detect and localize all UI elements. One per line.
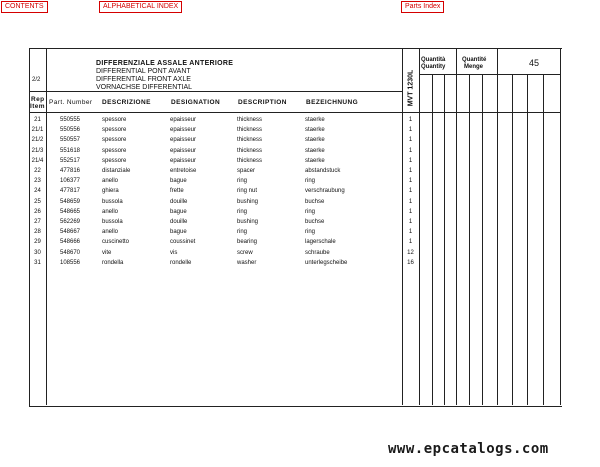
rule-col	[497, 48, 498, 405]
col-description: DESCRIPTION	[238, 99, 287, 106]
description-cell: ring nut	[237, 188, 258, 195]
bezeichnung-cell: ring	[305, 208, 316, 215]
description-cell: ring	[237, 178, 248, 185]
quantity-cell: 1	[408, 117, 413, 123]
qty-label-de: Menge	[464, 64, 484, 70]
part-number-cell: 106377	[60, 178, 81, 185]
rep-cell: 28	[34, 229, 41, 236]
part-number-cell: 548665	[60, 208, 81, 215]
rep-cell: 27	[34, 219, 41, 225]
part-number-cell: 550556	[60, 127, 81, 134]
rep-cell: 31	[34, 259, 41, 266]
title-fr: DIFFERENTIAL PONT AVANT	[96, 68, 191, 75]
rule-col	[456, 48, 457, 405]
contents-link[interactable]: CONTENTS	[1, 1, 48, 13]
quantity-cell: 1	[408, 229, 413, 236]
designation-cell: douille	[170, 219, 188, 225]
descrizione-cell: spessore	[102, 127, 127, 134]
rule-qty-header	[419, 74, 560, 75]
description-cell: screw	[237, 249, 253, 256]
part-number-cell: 548667	[60, 229, 81, 236]
descrizione-cell: bussola	[102, 219, 123, 225]
rep-cell: 21/4	[31, 157, 44, 164]
description-cell: thickness	[237, 117, 263, 123]
quantity-cell: 12	[407, 249, 414, 256]
quantity-cell: 16	[407, 259, 414, 266]
designation-cell: douille	[170, 198, 188, 205]
description-cell: thickness	[237, 147, 263, 154]
col-item: Item	[30, 103, 45, 110]
description-cell: thickness	[237, 157, 263, 164]
descrizione-cell: anello	[102, 229, 119, 236]
col-part-number: Part. Number	[49, 99, 93, 106]
title-de: VORNACHSE DIFFERENTIAL	[96, 84, 193, 91]
quantity-cell: 1	[408, 208, 413, 215]
bezeichnung-cell: ring	[305, 178, 316, 185]
quantity-cell: 1	[408, 239, 413, 246]
description-cell: thickness	[237, 137, 263, 144]
part-number-cell: 548659	[60, 198, 81, 205]
col-bezeichnung: BEZEICHNUNG	[306, 99, 359, 106]
designation-cell: bague	[170, 229, 187, 236]
descrizione-cell: bussola	[102, 198, 123, 205]
part-number-cell: 477816	[60, 168, 81, 174]
description-cell: ring	[237, 208, 248, 215]
designation-cell: epaisseur	[170, 157, 197, 164]
bezeichnung-cell: buchse	[305, 219, 325, 225]
description-cell: washer	[237, 259, 257, 266]
part-number-cell: 477817	[60, 188, 81, 195]
designation-cell: epaisseur	[170, 137, 197, 144]
descrizione-cell: distanziale	[102, 168, 131, 174]
rule-col	[444, 74, 445, 405]
descrizione-cell: spessore	[102, 137, 127, 144]
part-number-cell: 562269	[60, 219, 81, 225]
descrizione-cell: rondella	[102, 259, 124, 266]
col-rep: Rep	[31, 96, 45, 103]
part-number-cell: 548670	[60, 249, 81, 256]
rule-qty1	[419, 48, 420, 405]
rule-title-bottom	[29, 91, 402, 92]
description-cell: ring	[237, 229, 248, 236]
bezeichnung-cell: verschraubung	[305, 188, 345, 195]
rule-col	[527, 74, 528, 405]
bezeichnung-cell: staerke	[305, 147, 325, 154]
rule-right	[560, 48, 561, 405]
parts-index-link[interactable]: Parts Index	[401, 1, 444, 13]
designation-cell: epaisseur	[170, 147, 197, 154]
rep-cell: 22	[34, 168, 41, 174]
quantity-cell: 1	[408, 219, 413, 225]
designation-cell: frette	[170, 188, 184, 195]
page-number: 45	[529, 58, 540, 68]
descrizione-cell: anello	[102, 208, 119, 215]
alphabetical-index-link[interactable]: ALPHABETICAL INDEX	[99, 1, 182, 13]
part-number-cell: 550557	[60, 137, 81, 144]
description-cell: bushing	[237, 219, 259, 225]
description-cell: spacer	[237, 168, 256, 174]
quantity-cell: 1	[408, 168, 413, 174]
descrizione-cell: anello	[102, 178, 119, 185]
part-number-cell: 550555	[60, 117, 81, 123]
quantity-cell: 1	[408, 178, 413, 185]
rule-desc-end	[402, 48, 403, 405]
bezeichnung-cell: buchse	[305, 198, 325, 205]
part-number-cell: 108556	[60, 259, 81, 266]
designation-cell: bague	[170, 208, 187, 215]
bezeichnung-cell: unterlegscheibe	[305, 259, 348, 266]
rep-cell: 21/1	[31, 127, 44, 134]
quantity-cell: 1	[408, 137, 413, 144]
rep-cell: 25	[34, 198, 41, 205]
rep-cell: 26	[34, 208, 41, 215]
qty-label-fr: Quantité	[462, 57, 487, 63]
quantity-cell: 1	[408, 147, 413, 154]
rule-col	[432, 74, 433, 405]
designation-cell: entretoise	[170, 168, 197, 174]
quantity-cell: 1	[408, 188, 413, 195]
qty-label-en: Quantity	[421, 64, 446, 70]
rep-cell: 21/3	[31, 147, 44, 154]
rule-col	[543, 74, 544, 405]
bezeichnung-cell: staerke	[305, 127, 325, 134]
page-ref: 2/2	[32, 77, 41, 83]
rep-cell: 23	[34, 178, 41, 185]
designation-cell: coussinet	[170, 239, 196, 246]
quantity-cell: 1	[408, 198, 413, 205]
description-cell: bearing	[237, 239, 258, 246]
rule-col	[469, 74, 470, 405]
qty-label-it: Quantità	[421, 57, 446, 63]
model-text: MVT 1230L	[407, 69, 415, 107]
descrizione-cell: vite	[102, 249, 112, 256]
rule-col	[482, 74, 483, 405]
bezeichnung-cell: staerke	[305, 157, 325, 164]
description-cell: thickness	[237, 127, 263, 134]
designation-cell: epaisseur	[170, 117, 197, 123]
bezeichnung-cell: staerke	[305, 137, 325, 144]
model-label	[405, 68, 417, 108]
descrizione-cell: spessore	[102, 117, 127, 123]
rule-col	[512, 74, 513, 405]
col-designation: DESIGNATION	[171, 99, 221, 106]
quantity-cell: 1	[408, 127, 413, 134]
part-number-cell: 552517	[60, 157, 81, 164]
part-number-cell: 551618	[60, 147, 81, 154]
designation-cell: bague	[170, 178, 187, 185]
bezeichnung-cell: abstandstuck	[305, 168, 341, 174]
descrizione-cell: spessore	[102, 147, 127, 154]
description-cell: bushing	[237, 198, 259, 205]
bezeichnung-cell: staerke	[305, 117, 325, 123]
designation-cell: rondelle	[170, 259, 192, 266]
descrizione-cell: ghiera	[102, 188, 119, 195]
rule-rep	[46, 48, 47, 405]
col-descrizione: DESCRIZIONE	[102, 99, 151, 106]
rep-cell: 21/2	[31, 137, 44, 144]
rep-cell: 30	[34, 249, 41, 256]
title-it: DIFFERENZIALE ASSALE ANTERIORE	[96, 60, 234, 67]
designation-cell: epaisseur	[170, 127, 197, 134]
rep-cell: 29	[34, 239, 41, 246]
descrizione-cell: spessore	[102, 157, 127, 164]
part-number-cell: 548666	[60, 239, 81, 246]
watermark: www.epcatalogs.com	[388, 441, 549, 457]
bezeichnung-cell: lagerschale	[305, 239, 336, 246]
designation-cell: vis	[170, 249, 178, 256]
quantity-cell: 1	[408, 157, 413, 164]
rule-header-bottom	[29, 112, 560, 113]
rep-cell: 21	[34, 117, 41, 123]
title-en: DIFFERENTIAL FRONT AXLE	[96, 76, 191, 83]
rep-cell: 24	[34, 188, 41, 195]
bezeichnung-cell: ring	[305, 229, 316, 236]
bezeichnung-cell: schraube	[305, 249, 330, 256]
descrizione-cell: cuscinetto	[102, 239, 130, 246]
